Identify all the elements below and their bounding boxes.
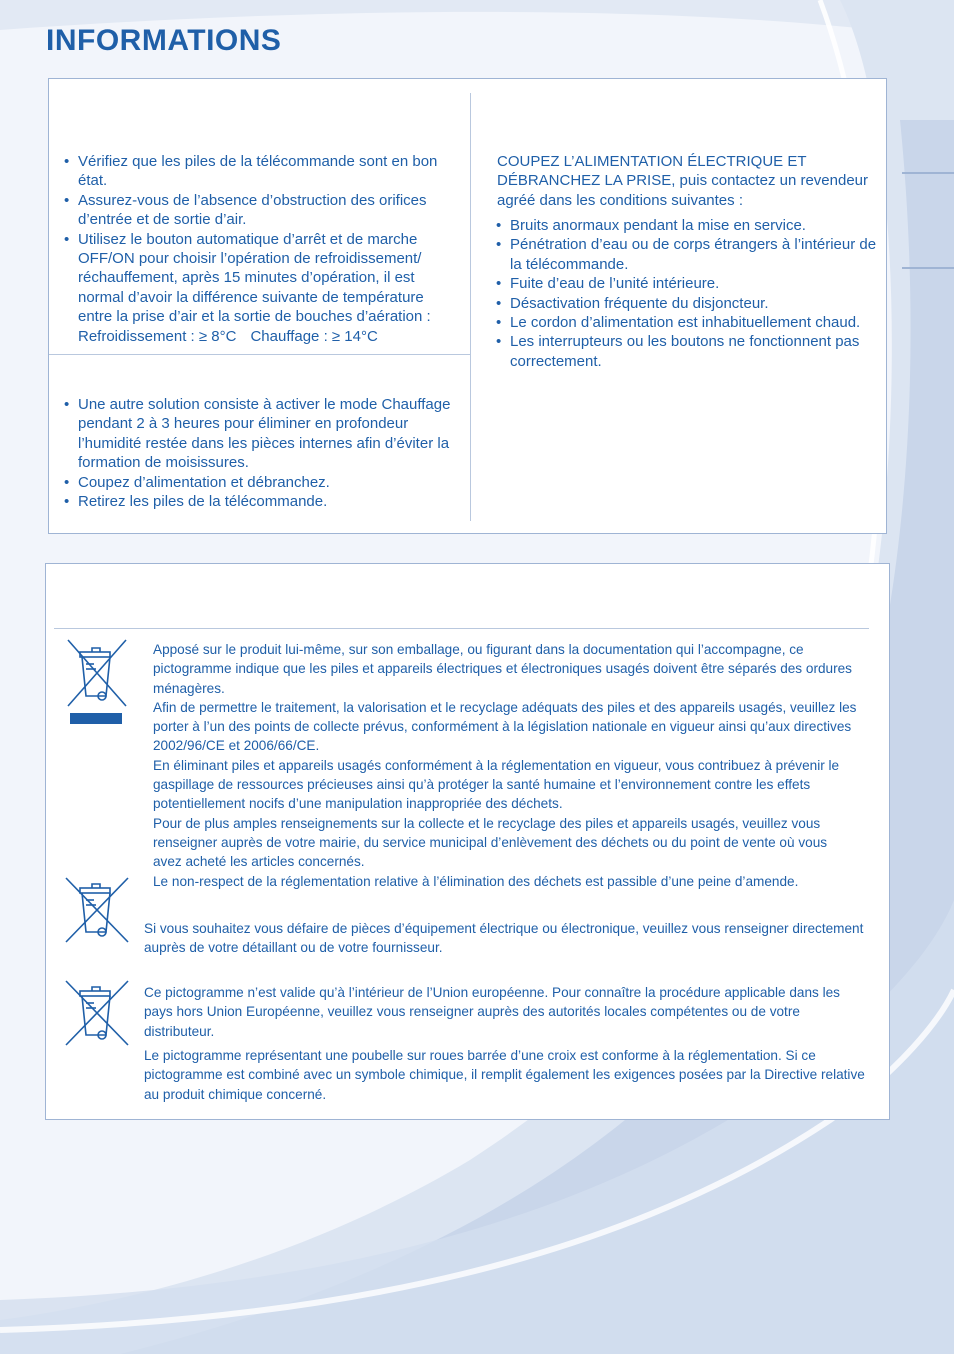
paragraph: Afin de permettre le traitement, la valorisation et le recyclage adéquats des piles et des appareils usagés, veuillez les porter à l’un des points de collecte prévus, conformément à la législation nationale en vigueur ainsi qu’aux directives 2002/96/CE et 2006/66/CE. xyxy=(153,699,857,754)
disposal-text-block-2 xyxy=(144,919,864,958)
list-item: • Les interrupteurs ou les boutons ne fonctionnent pas correctement. xyxy=(494,332,879,371)
disposal-text-block-4 xyxy=(144,1046,869,1104)
crossed-out-wheelie-bin-icon xyxy=(62,638,132,728)
list-item: • Une autre solution consiste à activer le mode Chauffage pendant 2 à 3 heures pour éliminer en profondeur l’humidité restée dans les pièces internes afin d’éviter la formation de moisissures. xyxy=(62,395,452,473)
list-item: • Assurez-vous de l’absence d’obstruction des orifices d’entrée et de sortie d’air. xyxy=(62,191,452,230)
list-item: • Coupez d’alimentation et débranchez. xyxy=(62,473,452,492)
page-title: INFORMATIONS xyxy=(46,24,282,57)
list-item: • Désactivation fréquente du disjoncteur. xyxy=(494,294,879,313)
paragraph: Le pictogramme représentant une poubelle sur roues barrée d’une croix est conforme à la réglementation. Si ce pictogramme est combiné avec un symbole chimique, il remplit également les exigences posées par la Directive relative au produit chimique concerné. xyxy=(144,1048,865,1102)
paragraph: Apposé sur le produit lui-même, sur son emballage, ou figurant dans la documentation qui l’accompagne, ce pictogramme indique que les piles et appareils électriques et électroniques usagés doivent être séparés des ordures ménagères. xyxy=(153,642,852,696)
temperature-line xyxy=(78,328,378,345)
list-item: • Pénétration d’eau ou de corps étrangers à l’intérieur de la télécommande. xyxy=(494,235,879,274)
tab-marker-top xyxy=(902,172,954,174)
paragraph: En éliminant piles et appareils usagés conformément à la réglementation en vigueur, vous contribuez à prévenir le gaspillage de ressources précieuses ainsi qu’à protéger la santé humaine et l’environnement contre les effets potentiellement nocifs d’une manipulation inappropriée des déchets. xyxy=(153,757,840,812)
stop-conditions-list xyxy=(494,216,879,371)
checks-list xyxy=(62,152,452,346)
stop-intro-rest: puis contactez un revendeur agréé dans les conditions suivantes : xyxy=(497,172,869,209)
list-item: • Vérifiez que les piles de la télécommande sont en bon état. xyxy=(62,152,452,191)
paragraph: Ce pictogramme n’est valide qu’à l’intérieur de l’Union européenne. Pour connaître la procédure applicable dans les pays hors Union Européenne, veuillez vous renseigner auprès des autorités locales compétentes ou de votre distributeur. xyxy=(144,985,840,1039)
disposal-text-block-1 xyxy=(153,640,858,891)
heating-temperature: Chauffage : ≥ 14°C xyxy=(250,327,378,345)
stop-intro-caps: COUPEZ L’ALIMENTATION ÉLECTRIQUE ET DÉBRANCHEZ LA PRISE, xyxy=(497,153,807,190)
list-item: • Bruits anormaux pendant la mise en service. xyxy=(494,216,879,235)
list-item: • Le cordon d’alimentation est inhabituellement chaud. xyxy=(494,313,879,332)
list-item-text: Utilisez le bouton automatique d’arrêt et de marche OFF/ON pour choisir l’opération de refroidissement/ réchauffement, après 15 minutes d’opération, il est normal d’avoir la différence suivante de température entre la prise d’air et la sortie de bouches d’aération : xyxy=(78,230,431,326)
disposal-text-block-3 xyxy=(144,983,864,1041)
cooling-temperature: Refroidissement : ≥ 8°C xyxy=(78,327,237,345)
list-item: • Fuite d’eau de l’unité intérieure. xyxy=(494,274,879,293)
heading-rule xyxy=(54,628,869,629)
tab-marker-bottom xyxy=(902,267,954,269)
paragraph: Pour de plus amples renseignements sur la collecte et le recyclage des piles et appareils usagés, veuillez vous renseigner auprès de votre mairie, du service municipal d’enlèvement des déchets ou du point de vente où vous avez acheté les articles concernés. xyxy=(153,815,828,870)
inactivity-list xyxy=(62,395,452,511)
list-item xyxy=(62,230,452,346)
paragraph: Si vous souhaitez vous défaire de pièces d’équipement électrique ou électronique, veuillez vous renseigner directement auprès de votre détaillant ou de votre fournisseur. xyxy=(144,921,864,956)
column-divider xyxy=(470,93,471,521)
paragraph: Le non-respect de la réglementation relative à l’élimination des déchets est passible d’une peine d’amende. xyxy=(153,873,799,889)
section-divider xyxy=(49,354,471,355)
stop-intro xyxy=(497,152,877,210)
list-item: • Retirez les piles de la télécommande. xyxy=(62,492,452,511)
disposal-panel xyxy=(45,563,890,1120)
crossed-out-wheelie-bin-icon xyxy=(62,876,132,946)
info-panel xyxy=(48,78,887,534)
crossed-out-wheelie-bin-icon xyxy=(62,979,132,1049)
